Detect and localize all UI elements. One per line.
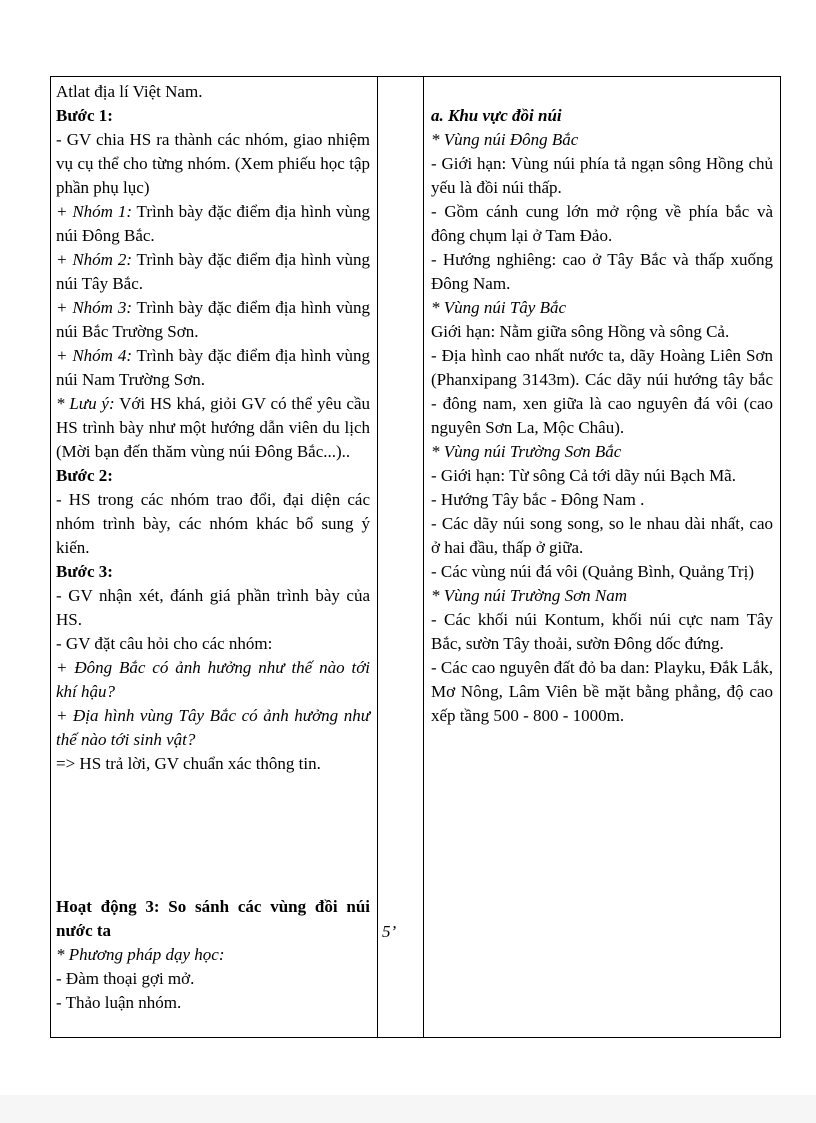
method-label: * Phương pháp dạy học: — [56, 945, 225, 964]
northeast-3: - Hướng nghiêng: cao ở Tây Bắc và thấp xuống Đông Nam. — [431, 250, 773, 293]
group4-text: Trình bày đặc điểm địa hình vùng núi Nam Trường Sơn. — [56, 346, 371, 389]
group3-label: + Nhóm 3: — [56, 298, 132, 317]
left-column — [56, 80, 370, 1015]
step2-title: Bước 2: — [56, 466, 113, 485]
intro-text: Atlat địa lí Việt Nam. — [56, 82, 203, 101]
group1-text: Trình bày đặc điểm địa hình vùng núi Đông Bắc. — [56, 202, 371, 245]
north-truongson-4: - Các vùng núi đá vôi (Quảng Bình, Quảng Trị) — [431, 562, 754, 581]
group1-label: + Nhóm 1: — [56, 202, 132, 221]
time-value: 5’ — [382, 922, 397, 941]
activity3-title: Hoạt động 3: So sánh các vùng đồi núi nước ta — [56, 897, 370, 940]
note — [56, 392, 370, 464]
note-label: * Lưu ý: — [56, 394, 115, 413]
group2-task — [56, 248, 370, 296]
group1-task — [56, 200, 370, 248]
south-truongson-title: * Vùng núi Trường Sơn Nam — [431, 586, 628, 605]
step1-text: - GV chia HS ra thành các nhóm, giao nhiệm vụ cụ thể cho từng nhóm. (Xem phiếu học tập phần phụ lục) — [56, 130, 370, 197]
question-1: + Đông Bắc có ảnh hưởng như thế nào tới khí hậu? — [56, 658, 370, 701]
group4-label: + Nhóm 4: — [56, 346, 132, 365]
method-2: - Thảo luận nhóm. — [56, 993, 182, 1012]
south-truongson-2: - Các cao nguyên đất đỏ ba dan: Playku, Đắk Lắk, Mơ Nông, Lâm Viên bề mặt bằng phẳng, độ cao xếp tầng 500 - 800 - 1000m. — [431, 658, 773, 725]
note-text: Với HS khá, giỏi GV có thể yêu cầu HS trình bày như một hướng dẫn viên du lịch (Mời bạn đến thăm vùng núi Đông Bắc...).. — [56, 394, 370, 461]
method-1: - Đàm thoại gợi mở. — [56, 969, 195, 988]
step3-text-2: - GV đặt câu hỏi cho các nhóm: — [56, 634, 273, 653]
right-column — [431, 104, 773, 728]
north-truongson-3: - Các dãy núi song song, so le nhau dài nhất, cao ở hai đầu, thấp ở giữa. — [431, 514, 773, 557]
group2-label: + Nhóm 2: — [56, 250, 132, 269]
northeast-1: - Giới hạn: Vùng núi phía tả ngạn sông Hồng chủ yếu là đồi núi thấp. — [431, 154, 773, 197]
step2-text: - HS trong các nhóm trao đổi, đại diện các nhóm trình bày, các nhóm khác bổ sung ý kiến. — [56, 490, 370, 557]
answer-text: => HS trả lời, GV chuẩn xác thông tin. — [56, 754, 321, 773]
column-divider-left — [377, 77, 378, 1037]
south-truongson-1: - Các khối núi Kontum, khối núi cực nam Tây Bắc, sườn Tây thoải, sườn Đông dốc đứng. — [431, 610, 773, 653]
group3-text: Trình bày đặc điểm địa hình vùng núi Bắc Trường Sơn. — [56, 298, 371, 341]
section-title: a. Khu vực đồi núi — [431, 106, 562, 125]
north-truongson-title: * Vùng núi Trường Sơn Bắc — [431, 442, 622, 461]
northeast-2: - Gồm cánh cung lớn mở rộng về phía bắc và đông chụm lại ở Tam Đảo. — [431, 202, 773, 245]
spacer — [56, 776, 370, 895]
northeast-title: * Vùng núi Đông Bắc — [431, 130, 579, 149]
group4-task — [56, 344, 370, 392]
step3-text-1: - GV nhận xét, đánh giá phần trình bày của HS. — [56, 586, 370, 629]
group3-task — [56, 296, 370, 344]
question-2: + Địa hình vùng Tây Bắc có ảnh hưởng như thế nào tới sinh vật? — [56, 706, 370, 749]
group2-text: Trình bày đặc điểm địa hình vùng núi Tây Bắc. — [56, 250, 371, 293]
northwest-title: * Vùng núi Tây Bắc — [431, 298, 567, 317]
page-bottom-strip — [0, 1095, 816, 1123]
step3-title: Bước 3: — [56, 562, 113, 581]
north-truongson-1: - Giới hạn: Từ sông Cả tới dãy núi Bạch Mã. — [431, 466, 736, 485]
north-truongson-2: - Hướng Tây bắc - Đông Nam . — [431, 490, 645, 509]
northwest-1: Giới hạn: Nằm giữa sông Hồng và sông Cả. — [431, 322, 730, 341]
northwest-2: - Địa hình cao nhất nước ta, dãy Hoàng Liên Sơn (Phanxipang 3143m). Các dãy núi hướng tây bắc - đông nam, xen giữa là cao nguyên đá vôi (cao nguyên Sơn La, Mộc Châu). — [431, 346, 773, 437]
step1-title: Bước 1: — [56, 106, 113, 125]
column-divider-right — [423, 77, 424, 1037]
